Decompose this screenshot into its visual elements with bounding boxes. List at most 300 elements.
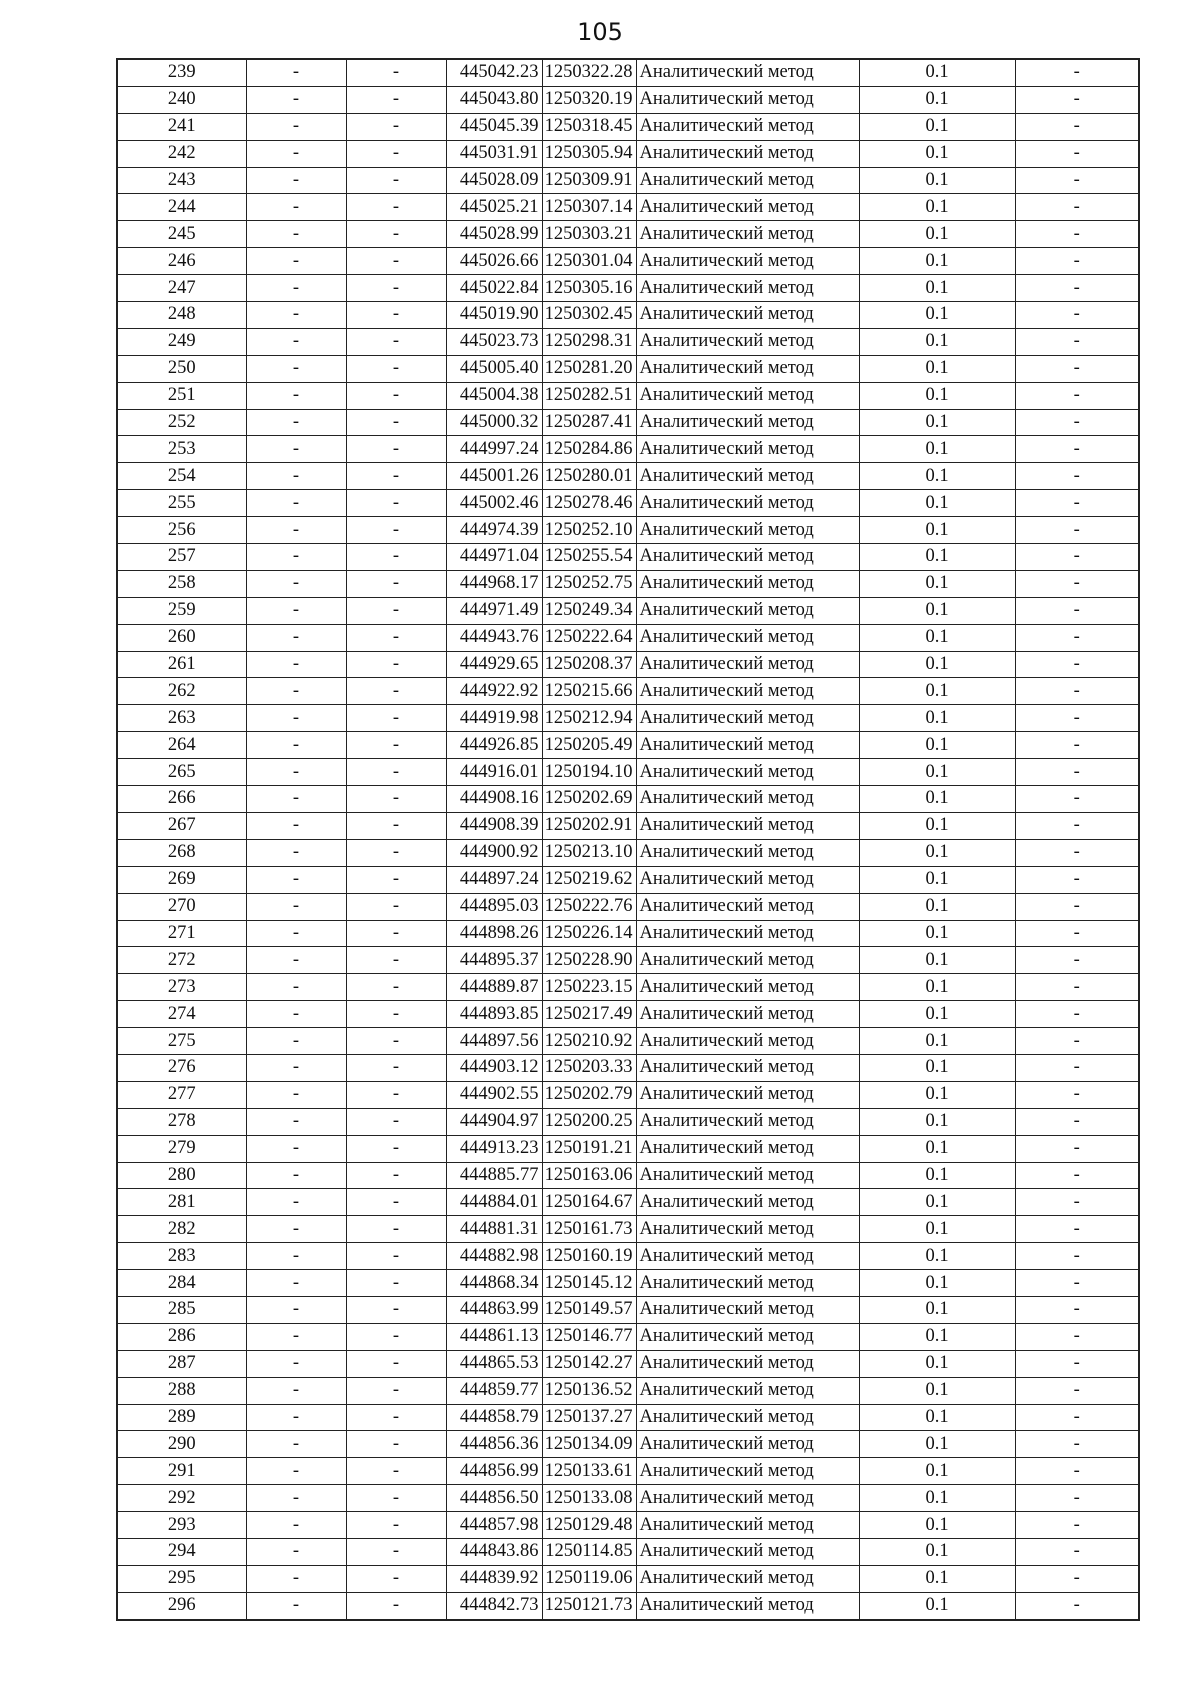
col3-cell: - bbox=[346, 812, 446, 839]
table-row bbox=[117, 113, 1139, 140]
y-coordinate-cell: 1250161.73 bbox=[542, 1216, 636, 1243]
col3-cell: - bbox=[346, 1162, 446, 1189]
col2-cell: - bbox=[246, 328, 346, 355]
y-coordinate-cell: 1250203.33 bbox=[542, 1054, 636, 1081]
point-number-cell: 253 bbox=[117, 436, 246, 463]
y-coordinate-cell: 1250318.45 bbox=[542, 113, 636, 140]
col3-cell: - bbox=[346, 463, 446, 490]
method-cell: Аналитический метод bbox=[636, 113, 859, 140]
method-cell: Аналитический метод bbox=[636, 947, 859, 974]
accuracy-cell: 0.1 bbox=[859, 436, 1015, 463]
last-col-cell: - bbox=[1015, 1135, 1139, 1162]
table-row bbox=[117, 463, 1139, 490]
y-coordinate-cell: 1250133.08 bbox=[542, 1485, 636, 1512]
point-number-cell: 258 bbox=[117, 570, 246, 597]
col2-cell: - bbox=[246, 1565, 346, 1592]
last-col-cell: - bbox=[1015, 1538, 1139, 1565]
col3-cell: - bbox=[346, 140, 446, 167]
col2-cell: - bbox=[246, 920, 346, 947]
table-row bbox=[117, 570, 1139, 597]
point-number-cell: 271 bbox=[117, 920, 246, 947]
y-coordinate-cell: 1250222.76 bbox=[542, 893, 636, 920]
table-row bbox=[117, 678, 1139, 705]
accuracy-cell: 0.1 bbox=[859, 59, 1015, 86]
accuracy-cell: 0.1 bbox=[859, 1485, 1015, 1512]
col2-cell: - bbox=[246, 1189, 346, 1216]
col2-cell: - bbox=[246, 812, 346, 839]
col2-cell: - bbox=[246, 732, 346, 759]
last-col-cell: - bbox=[1015, 1054, 1139, 1081]
point-number-cell: 286 bbox=[117, 1323, 246, 1350]
last-col-cell: - bbox=[1015, 140, 1139, 167]
y-coordinate-cell: 1250307.14 bbox=[542, 194, 636, 221]
method-cell: Аналитический метод bbox=[636, 597, 859, 624]
table-row bbox=[117, 59, 1139, 86]
y-coordinate-cell: 1250114.85 bbox=[542, 1538, 636, 1565]
last-col-cell: - bbox=[1015, 786, 1139, 813]
y-coordinate-cell: 1250208.37 bbox=[542, 651, 636, 678]
table-row bbox=[117, 140, 1139, 167]
method-cell: Аналитический метод bbox=[636, 194, 859, 221]
accuracy-cell: 0.1 bbox=[859, 1243, 1015, 1270]
y-coordinate-cell: 1250129.48 bbox=[542, 1512, 636, 1539]
y-coordinate-cell: 1250219.62 bbox=[542, 866, 636, 893]
x-coordinate-cell: 444893.85 bbox=[446, 1001, 542, 1028]
col3-cell: - bbox=[346, 409, 446, 436]
col3-cell: - bbox=[346, 1028, 446, 1055]
col2-cell: - bbox=[246, 490, 346, 517]
method-cell: Аналитический метод bbox=[636, 1485, 859, 1512]
point-number-cell: 275 bbox=[117, 1028, 246, 1055]
col3-cell: - bbox=[346, 248, 446, 275]
x-coordinate-cell: 444898.26 bbox=[446, 920, 542, 947]
table-row bbox=[117, 302, 1139, 329]
col3-cell: - bbox=[346, 194, 446, 221]
accuracy-cell: 0.1 bbox=[859, 678, 1015, 705]
last-col-cell: - bbox=[1015, 275, 1139, 302]
method-cell: Аналитический метод bbox=[636, 436, 859, 463]
table-row bbox=[117, 490, 1139, 517]
accuracy-cell: 0.1 bbox=[859, 920, 1015, 947]
last-col-cell: - bbox=[1015, 866, 1139, 893]
y-coordinate-cell: 1250191.21 bbox=[542, 1135, 636, 1162]
col2-cell: - bbox=[246, 1431, 346, 1458]
accuracy-cell: 0.1 bbox=[859, 167, 1015, 194]
method-cell: Аналитический метод bbox=[636, 382, 859, 409]
x-coordinate-cell: 444908.39 bbox=[446, 812, 542, 839]
table-row bbox=[117, 544, 1139, 571]
y-coordinate-cell: 1250228.90 bbox=[542, 947, 636, 974]
method-cell: Аналитический метод bbox=[636, 1350, 859, 1377]
last-col-cell: - bbox=[1015, 436, 1139, 463]
point-number-cell: 291 bbox=[117, 1458, 246, 1485]
y-coordinate-cell: 1250252.10 bbox=[542, 517, 636, 544]
accuracy-cell: 0.1 bbox=[859, 1458, 1015, 1485]
method-cell: Аналитический метод bbox=[636, 86, 859, 113]
col3-cell: - bbox=[346, 382, 446, 409]
y-coordinate-cell: 1250280.01 bbox=[542, 463, 636, 490]
last-col-cell: - bbox=[1015, 947, 1139, 974]
col3-cell: - bbox=[346, 490, 446, 517]
last-col-cell: - bbox=[1015, 1028, 1139, 1055]
col3-cell: - bbox=[346, 1108, 446, 1135]
last-col-cell: - bbox=[1015, 570, 1139, 597]
x-coordinate-cell: 444926.85 bbox=[446, 732, 542, 759]
accuracy-cell: 0.1 bbox=[859, 1054, 1015, 1081]
method-cell: Аналитический метод bbox=[636, 1108, 859, 1135]
point-number-cell: 261 bbox=[117, 651, 246, 678]
x-coordinate-cell: 444868.34 bbox=[446, 1270, 542, 1297]
y-coordinate-cell: 1250215.66 bbox=[542, 678, 636, 705]
last-col-cell: - bbox=[1015, 355, 1139, 382]
table-row bbox=[117, 1243, 1139, 1270]
point-number-cell: 254 bbox=[117, 463, 246, 490]
col2-cell: - bbox=[246, 1028, 346, 1055]
col2-cell: - bbox=[246, 1404, 346, 1431]
point-number-cell: 248 bbox=[117, 302, 246, 329]
table-row bbox=[117, 1458, 1139, 1485]
x-coordinate-cell: 444882.98 bbox=[446, 1243, 542, 1270]
point-number-cell: 292 bbox=[117, 1485, 246, 1512]
table-row bbox=[117, 839, 1139, 866]
x-coordinate-cell: 444856.50 bbox=[446, 1485, 542, 1512]
x-coordinate-cell: 444863.99 bbox=[446, 1296, 542, 1323]
table-row bbox=[117, 1296, 1139, 1323]
x-coordinate-cell: 445002.46 bbox=[446, 490, 542, 517]
accuracy-cell: 0.1 bbox=[859, 974, 1015, 1001]
col2-cell: - bbox=[246, 1001, 346, 1028]
point-number-cell: 243 bbox=[117, 167, 246, 194]
x-coordinate-cell: 445022.84 bbox=[446, 275, 542, 302]
col2-cell: - bbox=[246, 1162, 346, 1189]
point-number-cell: 268 bbox=[117, 839, 246, 866]
method-cell: Аналитический метод bbox=[636, 544, 859, 571]
accuracy-cell: 0.1 bbox=[859, 759, 1015, 786]
last-col-cell: - bbox=[1015, 328, 1139, 355]
x-coordinate-cell: 444843.86 bbox=[446, 1538, 542, 1565]
col3-cell: - bbox=[346, 1431, 446, 1458]
method-cell: Аналитический метод bbox=[636, 920, 859, 947]
y-coordinate-cell: 1250213.10 bbox=[542, 839, 636, 866]
col3-cell: - bbox=[346, 517, 446, 544]
col3-cell: - bbox=[346, 1001, 446, 1028]
table-row bbox=[117, 812, 1139, 839]
col3-cell: - bbox=[346, 275, 446, 302]
accuracy-cell: 0.1 bbox=[859, 463, 1015, 490]
x-coordinate-cell: 445028.99 bbox=[446, 221, 542, 248]
accuracy-cell: 0.1 bbox=[859, 1323, 1015, 1350]
x-coordinate-cell: 444916.01 bbox=[446, 759, 542, 786]
col3-cell: - bbox=[346, 920, 446, 947]
method-cell: Аналитический метод bbox=[636, 1216, 859, 1243]
x-coordinate-cell: 444895.37 bbox=[446, 947, 542, 974]
method-cell: Аналитический метод bbox=[636, 1404, 859, 1431]
col3-cell: - bbox=[346, 759, 446, 786]
y-coordinate-cell: 1250278.46 bbox=[542, 490, 636, 517]
method-cell: Аналитический метод bbox=[636, 1565, 859, 1592]
y-coordinate-cell: 1250305.94 bbox=[542, 140, 636, 167]
col3-cell: - bbox=[346, 1243, 446, 1270]
x-coordinate-cell: 444922.92 bbox=[446, 678, 542, 705]
x-coordinate-cell: 444904.97 bbox=[446, 1108, 542, 1135]
table-row bbox=[117, 1350, 1139, 1377]
coordinates-table bbox=[116, 58, 1140, 1621]
accuracy-cell: 0.1 bbox=[859, 947, 1015, 974]
method-cell: Аналитический метод bbox=[636, 1243, 859, 1270]
accuracy-cell: 0.1 bbox=[859, 248, 1015, 275]
col3-cell: - bbox=[346, 893, 446, 920]
method-cell: Аналитический метод bbox=[636, 328, 859, 355]
y-coordinate-cell: 1250119.06 bbox=[542, 1565, 636, 1592]
last-col-cell: - bbox=[1015, 705, 1139, 732]
accuracy-cell: 0.1 bbox=[859, 490, 1015, 517]
col3-cell: - bbox=[346, 705, 446, 732]
y-coordinate-cell: 1250298.31 bbox=[542, 328, 636, 355]
col2-cell: - bbox=[246, 409, 346, 436]
last-col-cell: - bbox=[1015, 1162, 1139, 1189]
table-row bbox=[117, 1189, 1139, 1216]
col2-cell: - bbox=[246, 866, 346, 893]
last-col-cell: - bbox=[1015, 651, 1139, 678]
accuracy-cell: 0.1 bbox=[859, 1028, 1015, 1055]
table-row bbox=[117, 1538, 1139, 1565]
col2-cell: - bbox=[246, 624, 346, 651]
last-col-cell: - bbox=[1015, 167, 1139, 194]
y-coordinate-cell: 1250303.21 bbox=[542, 221, 636, 248]
table-row bbox=[117, 947, 1139, 974]
point-number-cell: 251 bbox=[117, 382, 246, 409]
x-coordinate-cell: 444971.49 bbox=[446, 597, 542, 624]
last-col-cell: - bbox=[1015, 920, 1139, 947]
table-row bbox=[117, 275, 1139, 302]
last-col-cell: - bbox=[1015, 678, 1139, 705]
last-col-cell: - bbox=[1015, 86, 1139, 113]
y-coordinate-cell: 1250281.20 bbox=[542, 355, 636, 382]
table-row bbox=[117, 194, 1139, 221]
y-coordinate-cell: 1250149.57 bbox=[542, 1296, 636, 1323]
x-coordinate-cell: 444884.01 bbox=[446, 1189, 542, 1216]
method-cell: Аналитический метод bbox=[636, 866, 859, 893]
y-coordinate-cell: 1250309.91 bbox=[542, 167, 636, 194]
method-cell: Аналитический метод bbox=[636, 1081, 859, 1108]
col2-cell: - bbox=[246, 113, 346, 140]
x-coordinate-cell: 444929.65 bbox=[446, 651, 542, 678]
col2-cell: - bbox=[246, 59, 346, 86]
col3-cell: - bbox=[346, 1216, 446, 1243]
point-number-cell: 280 bbox=[117, 1162, 246, 1189]
x-coordinate-cell: 445005.40 bbox=[446, 355, 542, 382]
point-number-cell: 295 bbox=[117, 1565, 246, 1592]
method-cell: Аналитический метод bbox=[636, 140, 859, 167]
x-coordinate-cell: 444865.53 bbox=[446, 1350, 542, 1377]
col2-cell: - bbox=[246, 1296, 346, 1323]
col3-cell: - bbox=[346, 302, 446, 329]
col2-cell: - bbox=[246, 1081, 346, 1108]
table-row bbox=[117, 705, 1139, 732]
x-coordinate-cell: 444900.92 bbox=[446, 839, 542, 866]
method-cell: Аналитический метод bbox=[636, 812, 859, 839]
x-coordinate-cell: 444897.56 bbox=[446, 1028, 542, 1055]
col3-cell: - bbox=[346, 1081, 446, 1108]
last-col-cell: - bbox=[1015, 409, 1139, 436]
method-cell: Аналитический метод bbox=[636, 1054, 859, 1081]
accuracy-cell: 0.1 bbox=[859, 1592, 1015, 1619]
col2-cell: - bbox=[246, 759, 346, 786]
col2-cell: - bbox=[246, 275, 346, 302]
col2-cell: - bbox=[246, 893, 346, 920]
table-row bbox=[117, 1081, 1139, 1108]
table-row bbox=[117, 1054, 1139, 1081]
last-col-cell: - bbox=[1015, 1377, 1139, 1404]
col2-cell: - bbox=[246, 1323, 346, 1350]
col2-cell: - bbox=[246, 597, 346, 624]
accuracy-cell: 0.1 bbox=[859, 86, 1015, 113]
x-coordinate-cell: 444881.31 bbox=[446, 1216, 542, 1243]
method-cell: Аналитический метод bbox=[636, 275, 859, 302]
col2-cell: - bbox=[246, 705, 346, 732]
x-coordinate-cell: 445028.09 bbox=[446, 167, 542, 194]
col2-cell: - bbox=[246, 786, 346, 813]
last-col-cell: - bbox=[1015, 1404, 1139, 1431]
x-coordinate-cell: 444895.03 bbox=[446, 893, 542, 920]
y-coordinate-cell: 1250249.34 bbox=[542, 597, 636, 624]
y-coordinate-cell: 1250202.91 bbox=[542, 812, 636, 839]
point-number-cell: 281 bbox=[117, 1189, 246, 1216]
x-coordinate-cell: 444856.36 bbox=[446, 1431, 542, 1458]
table-row bbox=[117, 382, 1139, 409]
table-row bbox=[117, 1512, 1139, 1539]
last-col-cell: - bbox=[1015, 302, 1139, 329]
y-coordinate-cell: 1250200.25 bbox=[542, 1108, 636, 1135]
page-number: 105 bbox=[577, 18, 623, 46]
x-coordinate-cell: 444889.87 bbox=[446, 974, 542, 1001]
x-coordinate-cell: 444971.04 bbox=[446, 544, 542, 571]
accuracy-cell: 0.1 bbox=[859, 1538, 1015, 1565]
table-row bbox=[117, 1135, 1139, 1162]
method-cell: Аналитический метод bbox=[636, 732, 859, 759]
last-col-cell: - bbox=[1015, 974, 1139, 1001]
method-cell: Аналитический метод bbox=[636, 1592, 859, 1619]
last-col-cell: - bbox=[1015, 1108, 1139, 1135]
last-col-cell: - bbox=[1015, 544, 1139, 571]
col3-cell: - bbox=[346, 86, 446, 113]
point-number-cell: 285 bbox=[117, 1296, 246, 1323]
method-cell: Аналитический метод bbox=[636, 1162, 859, 1189]
y-coordinate-cell: 1250137.27 bbox=[542, 1404, 636, 1431]
last-col-cell: - bbox=[1015, 839, 1139, 866]
table-row bbox=[117, 1592, 1139, 1619]
table-row bbox=[117, 597, 1139, 624]
last-col-cell: - bbox=[1015, 624, 1139, 651]
method-cell: Аналитический метод bbox=[636, 1001, 859, 1028]
method-cell: Аналитический метод bbox=[636, 1189, 859, 1216]
point-number-cell: 252 bbox=[117, 409, 246, 436]
table-row bbox=[117, 1323, 1139, 1350]
point-number-cell: 266 bbox=[117, 786, 246, 813]
last-col-cell: - bbox=[1015, 1350, 1139, 1377]
y-coordinate-cell: 1250164.67 bbox=[542, 1189, 636, 1216]
point-number-cell: 247 bbox=[117, 275, 246, 302]
col2-cell: - bbox=[246, 1216, 346, 1243]
last-col-cell: - bbox=[1015, 113, 1139, 140]
last-col-cell: - bbox=[1015, 812, 1139, 839]
last-col-cell: - bbox=[1015, 1243, 1139, 1270]
last-col-cell: - bbox=[1015, 1001, 1139, 1028]
table-row bbox=[117, 893, 1139, 920]
point-number-cell: 278 bbox=[117, 1108, 246, 1135]
x-coordinate-cell: 445031.91 bbox=[446, 140, 542, 167]
x-coordinate-cell: 444861.13 bbox=[446, 1323, 542, 1350]
x-coordinate-cell: 445026.66 bbox=[446, 248, 542, 275]
col3-cell: - bbox=[346, 113, 446, 140]
point-number-cell: 272 bbox=[117, 947, 246, 974]
x-coordinate-cell: 445042.23 bbox=[446, 59, 542, 86]
col2-cell: - bbox=[246, 1377, 346, 1404]
col2-cell: - bbox=[246, 1054, 346, 1081]
accuracy-cell: 0.1 bbox=[859, 382, 1015, 409]
col3-cell: - bbox=[346, 544, 446, 571]
x-coordinate-cell: 444842.73 bbox=[446, 1592, 542, 1619]
table-row bbox=[117, 409, 1139, 436]
y-coordinate-cell: 1250163.06 bbox=[542, 1162, 636, 1189]
last-col-cell: - bbox=[1015, 732, 1139, 759]
method-cell: Аналитический метод bbox=[636, 786, 859, 813]
col2-cell: - bbox=[246, 221, 346, 248]
point-number-cell: 282 bbox=[117, 1216, 246, 1243]
y-coordinate-cell: 1250121.73 bbox=[542, 1592, 636, 1619]
point-number-cell: 287 bbox=[117, 1350, 246, 1377]
method-cell: Аналитический метод bbox=[636, 974, 859, 1001]
col2-cell: - bbox=[246, 517, 346, 544]
point-number-cell: 256 bbox=[117, 517, 246, 544]
col3-cell: - bbox=[346, 1377, 446, 1404]
last-col-cell: - bbox=[1015, 59, 1139, 86]
method-cell: Аналитический метод bbox=[636, 893, 859, 920]
col3-cell: - bbox=[346, 1538, 446, 1565]
y-coordinate-cell: 1250212.94 bbox=[542, 705, 636, 732]
table-row bbox=[117, 732, 1139, 759]
y-coordinate-cell: 1250136.52 bbox=[542, 1377, 636, 1404]
col3-cell: - bbox=[346, 678, 446, 705]
col2-cell: - bbox=[246, 1270, 346, 1297]
last-col-cell: - bbox=[1015, 382, 1139, 409]
y-coordinate-cell: 1250301.04 bbox=[542, 248, 636, 275]
method-cell: Аналитический метод bbox=[636, 1296, 859, 1323]
method-cell: Аналитический метод bbox=[636, 705, 859, 732]
col3-cell: - bbox=[346, 221, 446, 248]
col2-cell: - bbox=[246, 86, 346, 113]
x-coordinate-cell: 445004.38 bbox=[446, 382, 542, 409]
col3-cell: - bbox=[346, 1189, 446, 1216]
x-coordinate-cell: 444919.98 bbox=[446, 705, 542, 732]
table-row bbox=[117, 1377, 1139, 1404]
col2-cell: - bbox=[246, 570, 346, 597]
last-col-cell: - bbox=[1015, 1431, 1139, 1458]
point-number-cell: 284 bbox=[117, 1270, 246, 1297]
point-number-cell: 242 bbox=[117, 140, 246, 167]
point-number-cell: 257 bbox=[117, 544, 246, 571]
method-cell: Аналитический метод bbox=[636, 759, 859, 786]
x-coordinate-cell: 445001.26 bbox=[446, 463, 542, 490]
col2-cell: - bbox=[246, 167, 346, 194]
last-col-cell: - bbox=[1015, 759, 1139, 786]
col2-cell: - bbox=[246, 947, 346, 974]
point-number-cell: 274 bbox=[117, 1001, 246, 1028]
col2-cell: - bbox=[246, 839, 346, 866]
accuracy-cell: 0.1 bbox=[859, 705, 1015, 732]
accuracy-cell: 0.1 bbox=[859, 812, 1015, 839]
x-coordinate-cell: 444903.12 bbox=[446, 1054, 542, 1081]
